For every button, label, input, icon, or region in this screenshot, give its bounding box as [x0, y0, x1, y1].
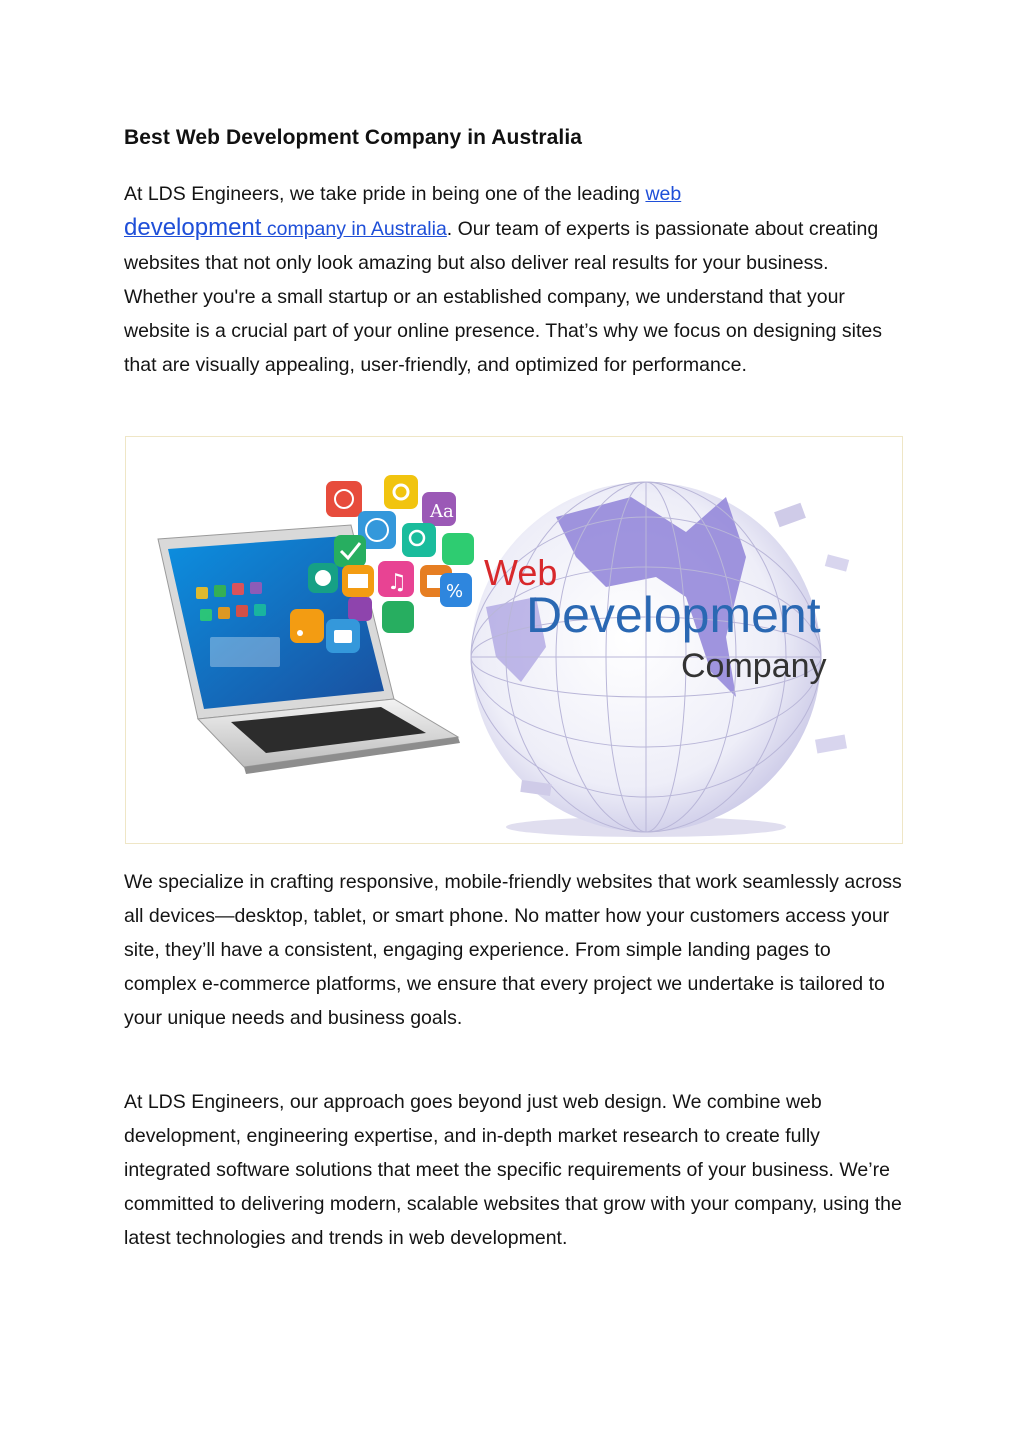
cart-icon: [382, 601, 414, 633]
info-icon: [326, 481, 362, 517]
intro-text-start: At LDS Engineers, we take pride in being one of the leading: [124, 183, 646, 205]
gear-icon: [384, 475, 418, 509]
svg-text:♫: ♫: [387, 570, 407, 595]
link-text-development: development: [124, 214, 262, 241]
responsive-paragraph: We specialize in crafting responsive, mobile-friendly websites that work seamlessly across all devices—desktop, tablet, or smart phone. No matter how your customers access your site, they’ll have a consistent, engaging experience. From simple landing pages to complex e-commerce platforms, we ensure that every project we undertake is tailored to your unique needs and business goals.: [124, 871, 902, 1029]
app-icons-cluster: [290, 475, 474, 653]
svg-text:Aa: Aa: [430, 501, 454, 522]
web-development-company-illustration: [125, 436, 903, 844]
svg-text:%: %: [446, 581, 464, 602]
figure-word-company: Company: [681, 647, 827, 685]
page-title: Best Web Development Company in Australia: [124, 126, 583, 149]
figure-word-web: Web: [484, 552, 558, 593]
check-icon: [334, 535, 366, 567]
link-text-company: company in Australia: [261, 218, 447, 240]
figure-word-development: Development: [526, 587, 821, 643]
pencil-icon: [442, 533, 474, 565]
search-icon: [402, 523, 436, 557]
star-icon: [348, 597, 372, 621]
laptop-graphic: [158, 525, 460, 774]
link-text-web: web: [645, 183, 682, 205]
intro-paragraph: [124, 177, 904, 382]
approach-paragraph: At LDS Engineers, our approach goes beyond just web design. We combine web development, engineering expertise, and in-depth market research to create fully integrated software solutions that meet the specific requirements of your business. We’re committed to delivering modern, scalable websites that grow with your company, using the latest technologies and trends in web development.: [124, 1091, 902, 1249]
intro-text-end: . Our team of experts is passionate about creating websites that not only look amazing but also deliver real results for your business. Whether you're a small startup or an established company, we understand that your website is a crucial part of your online presence. That’s why we focus on designing sites that are visually appealing, user-friendly, and optimized for performance.: [124, 218, 883, 376]
rss-icon: [290, 609, 324, 643]
